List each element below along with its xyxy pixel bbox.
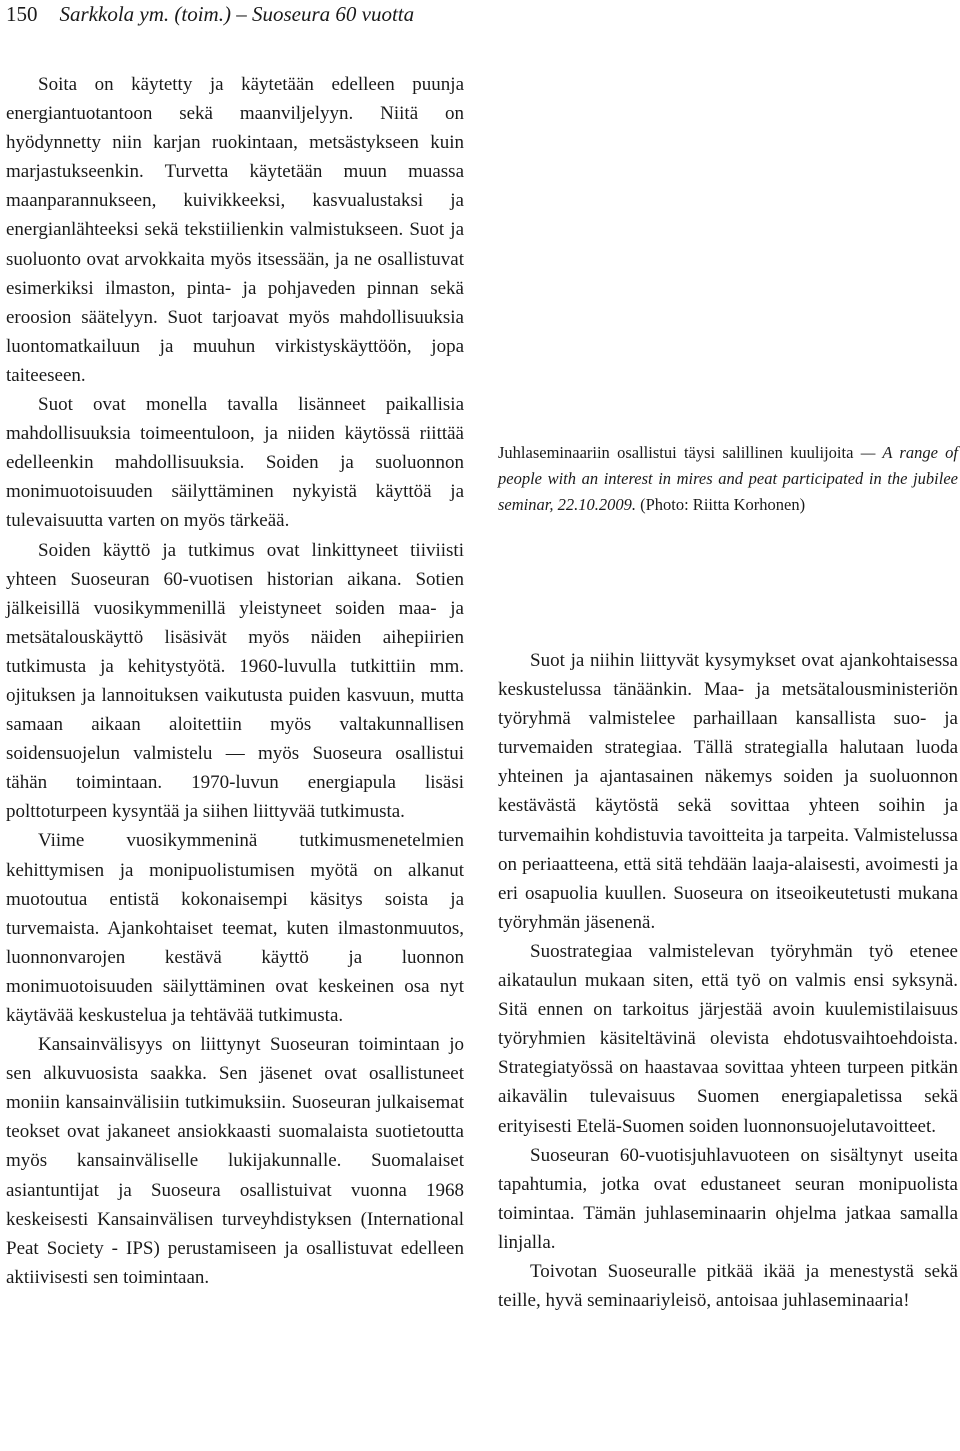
left-column — [6, 70, 464, 1292]
body-paragraph: Soita on käytetty ja käytetään edelleen puunja energiantuotantoon sekä maanviljelyyn. Niitä on hyödynnetty niin karjan ruokintaan, metsästykseen kuin marjastukseenkin. Turvetta käytetään muun muassa maanparannukseen, kuivikkeeksi, kasvualustaksi ja energianlähteeksi sekä tekstiilienkin valmistukseen. Suot ja suoluonto ovat arvokkaita myös itsessään, ja ne osallistuvat esimerkiksi ilmaston, pinta- ja pohjaveden pinnan sekä eroosion säätelyyn. Suot tarjoavat myös mahdollisuuksia luontomatkailuun ja muuhun virkistyskäyttöön, jopa taiteeseen. — [6, 74, 464, 386]
right-column — [498, 646, 958, 1315]
body-paragraph: Viime vuosikymmeninä tutkimusmenetelmien kehittymisen ja monipuolistumisen myötä on alkanut muotoutua entistä kokonaisempi käsitys soista ja turvemaista. Ajankohtaiset teemat, kuten ilmastonmuutos, luonnonvarojen kestävä käyttö ja luonnon monimuotoisuuden säilyttäminen ovat keskeinen osa nyt käytävää keskustelua ja tehtävää tutkimusta. — [6, 830, 464, 1026]
body-paragraph: Toivotan Suoseuralle pitkää ikää ja menestystä sekä teille, hyvä seminaariyleisö, antoisaa juhlaseminaaria! — [498, 1260, 958, 1312]
body-paragraph: Suostrategiaa valmistelevan työryhmän työ etenee aikataulun mukaan siten, että työ on valmis ensi syksynä. Sitä ennen on tarkoitus järjestää avoin kuulemistilaisuus työryhmien käsiteltävinä olevista ehdotusvaihtoehdoista. Strategiatyössä on haastavaa sovittaa yhteen turpeen pitkän aikavälin tulevaisuus Suomen energiapaletissa sekä erityisesti Etelä-Suomen soiden luonnonsuojelutavoitteet. — [498, 940, 958, 1137]
page-number: 150 — [6, 2, 38, 26]
running-header — [6, 0, 414, 28]
caption-english: — A range of people with an interest in mires and peat participated in the jubilee seminar, 22.10.2009. — [498, 443, 959, 514]
caption-finnish: Juhlaseminaariin osallistui täysi salillinen kuulijoita — [498, 443, 854, 462]
running-title: Sarkkola ym. (toim.) – Suoseura 60 vuotta — [59, 2, 415, 26]
body-paragraph: Kansainvälisyys on liittynyt Suoseuran toimintaan jo sen alkuvuosista saakka. Sen jäsenet ovat osallistuneet moniin kansainvälisiin tutkimuksiin. Suoseuran julkaisemat teokset ovat jakaneet ansiokkaasti suomalaista suotietoutta myös kansainväliselle lukijakunnalle. Suomalaiset asiantuntijat ja Suoseura osallistuivat vuonna 1968 keskeisesti Kansainvälisen turveyhdistyksen (International Peat Society - IPS) perustamiseen ja osallistuvat edelleen aktiivisesti sen toimintaan. — [6, 1034, 464, 1288]
caption-credit: (Photo: Riitta Korhonen) — [640, 495, 806, 514]
body-paragraph: Suoseuran 60-vuotisjuhlavuoteen on sisältynyt useita tapahtumia, jotka ovat edustaneet seuran monipuolista toimintaa. Tämän juhlaseminaarin ohjelma jatkaa samalla linjalla. — [498, 1144, 958, 1253]
photo-caption — [498, 440, 958, 518]
body-paragraph: Suot ja niihin liittyvät kysymykset ovat ajankohtaisessa keskustelussa tänäänkin. Maa- ja metsätalousministeriön työryhmä valmistelee parhaillaan kansallista suo- ja turvemaiden strategiaa. Tällä strategialla halutaan luoda yhteinen ja ajantasainen näkemys soiden ja suoluonnon kestävästä käytöstä sekä sovittaa yhteen soihin ja turvemaihin kohdistuvia tavoitteita ja tarpeita. Valmistelussa on periaatteena, että sitä tehdään laaja-alaisesti, avoimesti ja eri osapuolia kuullen. Suoseura on itseoikeutetusti mukana työryhmän jäsenenä. — [498, 650, 958, 933]
body-paragraph: Soiden käyttö ja tutkimus ovat linkittyneet tiiviisti yhteen Suoseuran 60-vuotisen historian aikana. Sotien jälkeisillä vuosikymmenillä yleistyneet soiden maa- ja metsätalouskäyttö lisäsivät myös näiden aihepiirien tutkimusta ja kehitystyötä. 1960-luvulla tutkittiin mm. ojituksen ja lannoituksen vaikutusta puiden kasvuun, mutta samaan aikaan aloitettiin myös valtakunnallisen soidensuojelun valmistelu — myös Suoseura osallistui tähän toimintaan. 1970-luvun energiapula lisäsi polttoturpeen kysyntää ja siihen liittyvää tutkimusta. — [6, 539, 464, 823]
body-paragraph: Suot ovat monella tavalla lisänneet paikallisia mahdollisuuksia toimeentuloon, ja niiden käytössä riittää edelleenkin mahdollisuuksia. Soiden ja suoluonnon monimuotoisuuden säilyttäminen nykyistä käyttöä ja tulevaisuutta varten on myös tärkeää. — [6, 394, 464, 532]
